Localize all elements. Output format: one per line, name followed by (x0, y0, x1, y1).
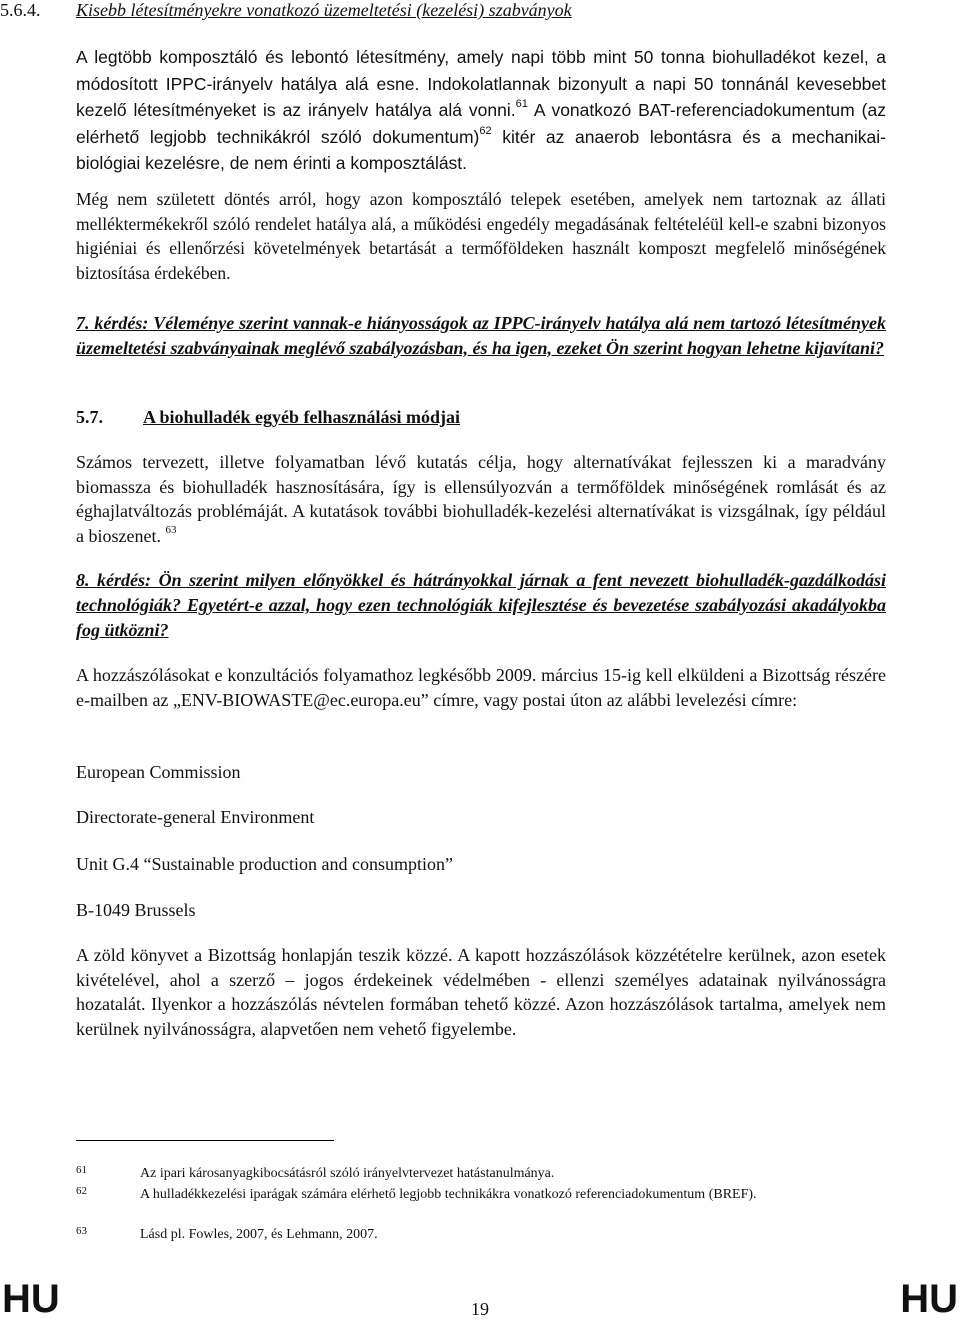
paragraph-text: kitér az anaerob lebontásra és a mechanikai-biológiai kezelésre, de nem érinti a komposztálást. (76, 126, 886, 173)
footnote-text: A hulladékkezelési iparágak számára elérhető legjobb technikákra vonatkozó referenciadokumentum (BREF). (140, 1187, 757, 1202)
section-number: 5.6.4. (0, 0, 41, 20)
address-line-city: B-1049 Brussels (76, 900, 196, 920)
footnote-number: 62 (76, 1185, 87, 1197)
footnote-number: 61 (76, 1164, 87, 1176)
paragraph-ippc-scope (76, 44, 886, 177)
question-text: Véleménye szerint vannak-e hiányosságok az IPPC-irányelv hatálya alá nem tartozó létesítmények üzemeltetési szabványainak meglévő szabályozásban, és ha igen, ezeket Ön szerint hogyan lehetne kijavítani? (76, 313, 887, 358)
paragraph-publication-notice: A zöld könyvet a Bizottság honlapján teszik közzé. A kapott hozzászólások közzétételre kerülnek, azon esetek kivételével, ahol a szerző – jogos érdekeinek védelmében - ellenzi személyes adatainak nyilvánosságra hozatalát. Ilyenkor a hozzászólás névtelen formában tehető közzé. Azon hozzászólások tartalma, amelyek nem kerülnek nyilvánosságra, alapvetően nem vehető figyelembe. (76, 945, 886, 1039)
footer-language-code-left: HU (2, 1277, 60, 1321)
footer-language-code-right: HU (900, 1277, 958, 1321)
footnote-ref-63[interactable]: 63 (165, 523, 177, 536)
question-label: 7. kérdés: (76, 313, 149, 333)
paragraph-research-alternatives (76, 450, 886, 548)
address-line-organization: European Commission (76, 762, 241, 782)
paragraph-text: Számos tervezett, illetve folyamatban lévő kutatás célja, hogy alternatívákat fejlesszen ki a maradvány biomassza és biohulladék hasznosítására, így is ellensúlyozván a termőföldek minőségének romlását és az éghajlatváltozás problémáját. A kutatások további biohulladék-kezelési alternatívákat is vizsgálnak, így például a bioszenet. (76, 452, 886, 546)
footnote-ref-62[interactable]: 62 (479, 124, 492, 137)
section-title: Kisebb létesítményekre vonatkozó üzemeltetési (kezelési) szabványok (76, 0, 572, 20)
section-heading-5-7 (76, 405, 460, 429)
page-number: 19 (471, 1299, 489, 1319)
paragraph-composting-decision: Még nem született döntés arról, hogy azon komposztáló telepek esetében, amelyek nem tartoznak az állati melléktermékekről szóló rendelet hatálya alá, a működési engedély megadásának feltételéül kell-e szabni bizonyos higiéniai és ellenőrzési követelmények betartását a termőföldeken használt komposzt megfelelő minőségének biztosítása érdekében. (76, 189, 886, 283)
footnote-ref-61[interactable]: 61 (515, 98, 528, 111)
footnote-number: 63 (76, 1225, 87, 1237)
section-number: 5.7. (76, 407, 103, 427)
address-line-directorate: Directorate-general Environment (76, 807, 315, 827)
paragraph-submission-instructions: A hozzászólásokat e konzultációs folyamathoz legkésőbb 2009. március 15-ig kell elküldeni a Bizottság részére e-mailben az „ENV-BIOWASTE@ec.europa.eu” címre, vagy postai úton az alábbi levelezési címre: (76, 665, 886, 710)
paragraph-text: A vonatkozó BAT-referenciadokumentum (az elérhető legjobb technikákról szóló dokumentum) (76, 100, 886, 147)
question-label: 8. kérdés: (76, 570, 152, 590)
footnote-text: Az ipari károsanyagkibocsátásról szóló irányelvtervezet hatástanulmánya. (140, 1166, 555, 1181)
section-heading-5-6-4 (0, 0, 572, 22)
address-line-unit: Unit G.4 “Sustainable production and consumption” (76, 854, 453, 874)
paragraph-text: A legtöbb komposztáló és lebontó létesítmény, amely napi több mint 50 tonna biohulladékot kezel, a módosított IPPC-irányelv hatálya alá esne. Indokolatlannak bizonyult a napi 50 tonnánál kevesebbet kezelő létesítményeket is az irányelv hatálya alá vonni. (76, 47, 886, 120)
footnote-text: Lásd pl. Fowles, 2007, és Lehmann, 2007. (140, 1227, 378, 1242)
question-text: Ön szerint milyen előnyökkel és hátrányokkal járnak a fent nevezett biohulladék-gazdálkodási technológiák? Egyetért-e azzal, hogy ezen technológiák kifejlesztése és bevezetése szabályozási akadályokba fog ütközni? (76, 570, 886, 640)
footnote-separator (76, 1140, 334, 1141)
question-7 (76, 311, 886, 360)
section-title: A biohulladék egyéb felhasználási módjai (143, 407, 461, 427)
question-8 (76, 568, 886, 643)
